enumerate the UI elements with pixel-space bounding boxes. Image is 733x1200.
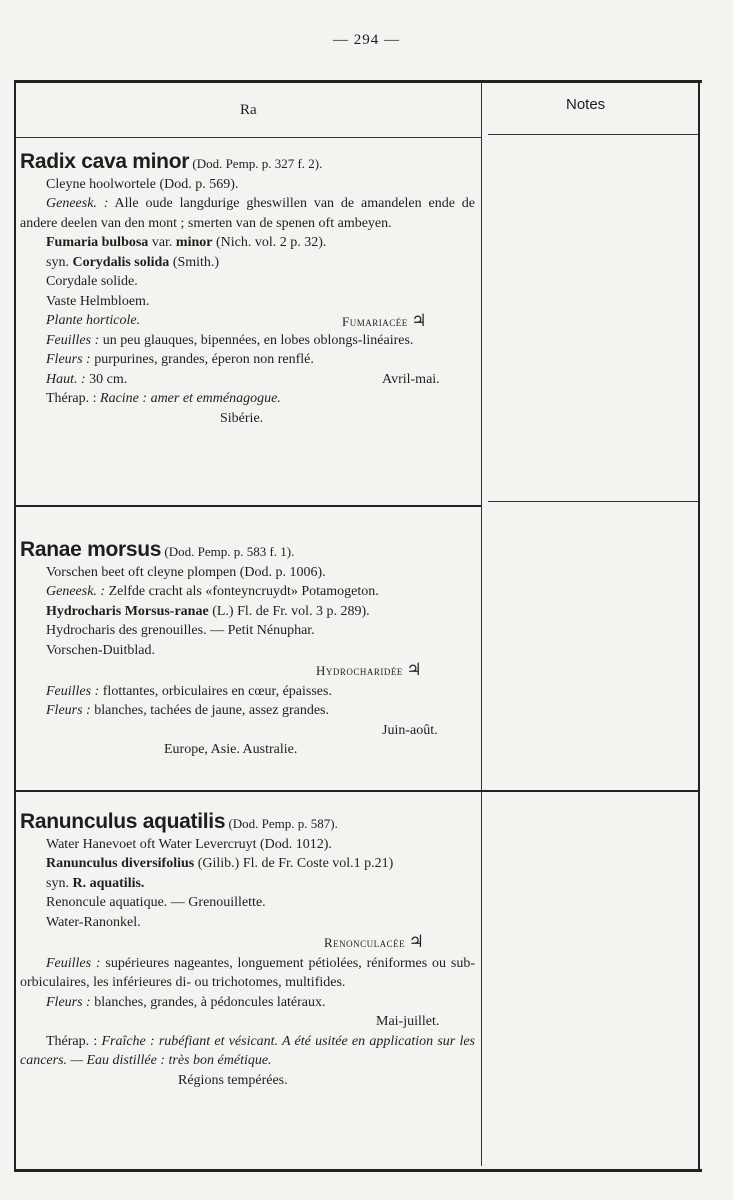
french-name: Hydrocharis des grenouilles. — Petit Nénuphar. [46,623,315,638]
fleurs-text: blanches, tachées de jaune, assez grandes. [90,703,329,718]
flemish-name: Cleyne hoolwortele (Dod. p. 569). [46,176,239,192]
flemish-name-2: Vorschen-Duitblad. [46,642,155,658]
latin-reference: (Gilib.) Fl. de Fr. Coste vol.1 p.21) [194,856,394,871]
latin-var: var. [148,235,176,250]
latin-reference: (Nich. vol. 2 p. 32). [212,235,327,250]
entry-ranae-morsus [20,540,475,760]
family-name: Fumariacée [342,314,408,329]
perennial-symbol: ♃ [411,311,427,330]
table-right-border [698,80,700,1169]
feuilles-text: supérieures nageantes, longuement pétiolées, réniformes ou sub-orbiculaires, les inférieures di- ou trichotomes, multifides. [20,955,475,990]
latin-var-name: minor [175,235,213,250]
latin-name: Ranunculus diversifolius [46,856,195,871]
family-name: Renonculacée [324,935,406,950]
fleurs-text: blanches, grandes, à pédoncules latéraux. [90,994,326,1010]
synonym-name: Corydalis solida [72,254,170,270]
haut-label: Haut. : [46,371,86,387]
fleurs-label: Fleurs : [46,994,91,1010]
geneesk-text: Alle oude langdurige gheswillen van de amandelen ende de andere deelen van den mont ; smerten van de spenen oft ambeyen. [20,196,476,231]
region: Europe, Asie. Australie. [164,742,298,757]
entry-ranunculus-aquatilis [20,812,475,1090]
entry-reference: (Dod. Pemp. p. 583 f. 1). [161,544,295,559]
latin-name: Fumaria bulbosa [46,235,149,250]
entry-separator-notes [488,501,698,502]
therap-text: Fraîche : rubéfiant et vésicant. A été usitée en application sur les cancers. — Eau distillée : très bon émétique. [20,1033,475,1068]
fleurs-label: Fleurs : [46,352,91,367]
page-number: — 294 — [333,32,400,48]
perennial-symbol: ♃ [406,660,422,679]
entry-title: Radix cava minor [20,150,190,173]
fleurs-text: purpurines, grandes, éperon non renflé. [90,352,314,367]
haut-text: 30 cm. [85,371,128,387]
feuilles-label: Feuilles : [46,683,100,699]
flowering-period: Avril-mai. [382,371,440,387]
geneesk-label: Geneesk. : [46,196,109,211]
header-rule-main [16,137,481,138]
flowering-period: Mai-juillet. [376,1014,440,1029]
fleurs-label: Fleurs : [46,703,91,718]
entry-separator [16,505,481,507]
entry-radix-cava-minor [20,152,475,428]
french-name: Corydale solide. [46,274,138,289]
french-name: Renoncule aquatique. — Grenouillette. [46,895,266,910]
flemish-name: Vorschen beet oft cleyne plompen (Dod. p. 1006). [46,564,326,580]
perennial-symbol: ♃ [408,932,424,951]
entry-reference: (Dod. Pemp. p. 327 f. 2). [189,156,323,171]
feuilles-text: un peu glauques, bipennées, en lobes oblongs-linéaires. [99,332,414,348]
syn-prefix: syn. [46,875,73,891]
entry-title: Ranae morsus [20,538,162,561]
plante-label: Plante horticole. [46,313,141,328]
feuilles-text: flottantes, orbiculaires en cœur, épaisses. [99,683,332,699]
column-divider [481,82,482,1166]
entry-separator [16,790,698,792]
column-header-main: Ra [240,102,257,118]
geneesk-label: Geneesk. : [46,584,106,599]
synonym-reference: (Smith.) [169,254,220,270]
syn-prefix: syn. [46,254,73,270]
latin-reference: (L.) Fl. de Fr. vol. 3 p. 289). [208,603,370,619]
geneesk-text: Zelfde cracht als «fonteyncruydt» Potamogeton. [105,584,379,599]
region: Régions tempérées. [178,1072,288,1088]
region: Sibérie. [220,410,264,426]
family-name: Hydrocharidée [316,663,403,678]
header-rule-notes [488,134,698,135]
synonym-name: R. aquatilis. [72,875,145,891]
therap-label: Thérap. : [46,391,101,406]
column-header-notes: Notes [566,96,606,113]
latin-name: Hydrocharis Morsus-ranae [46,603,209,619]
therap-text: Racine : amer et emménagogue. [100,391,281,406]
feuilles-label: Feuilles : [46,955,101,971]
flemish-name: Water Hanevoet oft Water Levercruyt (Dod. 1012). [46,836,332,852]
therap-label: Thérap. : [46,1033,102,1049]
entry-title: Ranunculus aquatilis [20,810,226,833]
entry-reference: (Dod. Pemp. p. 587). [225,816,338,831]
flemish-name-2: Vaste Helmbloem. [46,293,150,309]
flowering-period: Juin-août. [382,722,438,738]
flemish-name-2: Water-Ranonkel. [46,914,141,930]
feuilles-label: Feuilles : [46,332,100,348]
